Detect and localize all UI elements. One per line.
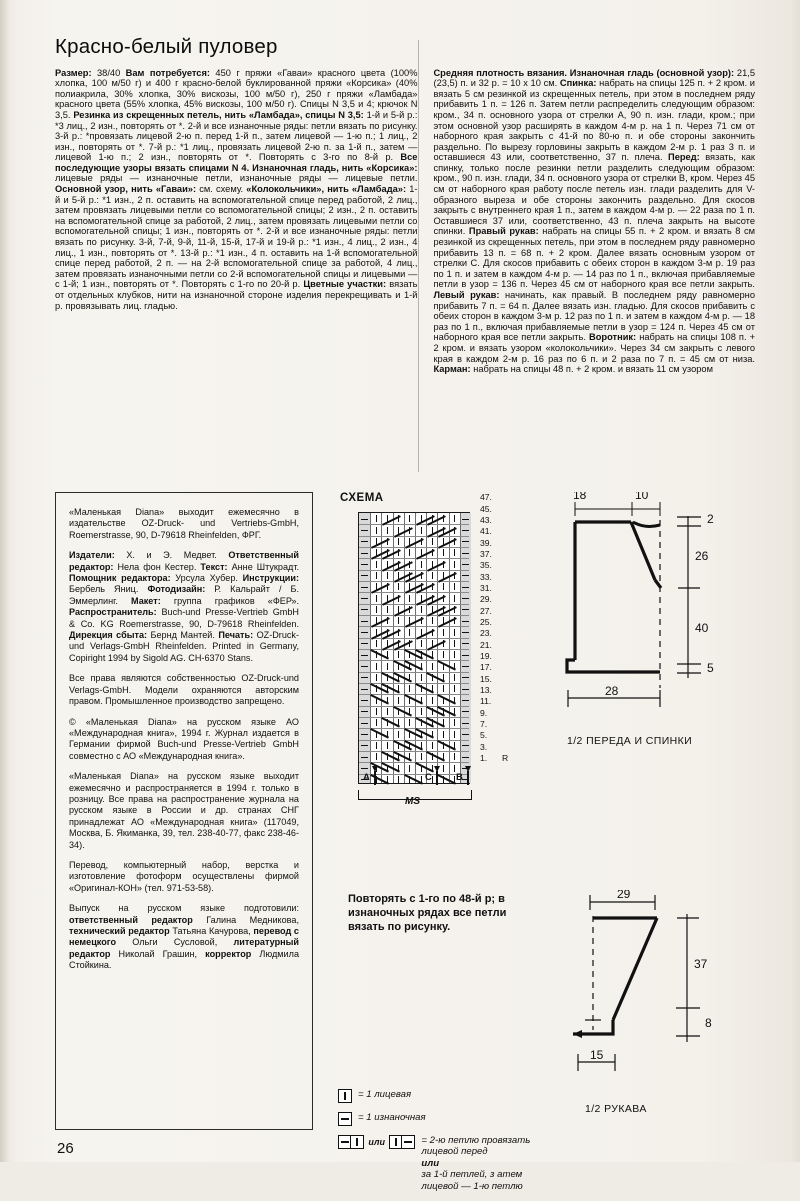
schema-cell-knit xyxy=(376,719,377,726)
schema-row-number: 23. xyxy=(480,628,492,639)
schema-cell-purl xyxy=(361,632,368,633)
schema-cell-purl xyxy=(361,745,368,746)
paragraph-body: набрать на спицы 108 п. + 2 кром. и вязать узором «колокольчики». Через 34 см закрыть с левого края в каждом 2-м р. 16 раз по 6 п. и 2 раза по 7 п. = 45 см от низа. xyxy=(433,332,755,364)
schema-cell-knit xyxy=(432,697,433,704)
imprint-label: Инструкции: xyxy=(242,573,299,584)
schema-cell-purl xyxy=(462,689,469,690)
paragraph-body: вязать, как спинку, только после резинки петли разделить следующим образом: кром., 90 п. изн. глади, 34 п. основного узора от стрелки В, кром. Через 45 см от наборного края работу после петель изн. глади разделить для V-образного выреза и обе стороны закончить раздельно. Для скосов закрыть с внутреннего края 1 п., затем в каждом 4-м р. — 22 раза по 1 п. Оставшиеся 37 или, соответственно, 43 п. плеча закрыть на высоте спинки. xyxy=(433,152,755,237)
schema-gridline-h xyxy=(359,570,469,571)
schema-cell-knit xyxy=(398,538,399,545)
paragraph-lead: Левый рукав: xyxy=(433,290,500,301)
schema-cell-purl xyxy=(462,553,469,554)
paragraph-body: набрать на спицы 125 п. + 2 кром. и вязать 5 см резинкой из скрещенных петель, при этом в последнем ряду прибавить 1 п. = 126 п. Затем петли распределить следующим образом: кром., 34 п. основного узора от стрелки А, 90 п. изн. глади, кром.; при этом основной узор расширять в каждом 4-м р. на 1 п. Через 71 см от наборного края закрыть с 41-й по 80-ю п. и обе стороны закончить раздельно. По вырезу горловины закрыть в каждом 2-м р. 1 раз 3 п. и оставшиеся 43 или, соответственно, 37 п. плеча. xyxy=(433,78,756,163)
schema-cell-knit xyxy=(398,617,399,624)
cross-a-right xyxy=(350,1135,364,1149)
paragraph-lead: Цветные участки: xyxy=(303,279,387,290)
schema-cell-knit xyxy=(376,674,377,681)
schema-cell-knit xyxy=(421,674,422,681)
imprint-label: Дирекция сбыта: xyxy=(69,630,148,641)
schema-row-number: 31. xyxy=(480,583,492,594)
schema-cell-knit xyxy=(432,663,433,670)
repeat-note: Повторять с 1-го по 48-й р; в изнаночных рядах все петли вязать по рисунку. xyxy=(348,893,507,933)
dim-top-left: 18 xyxy=(573,492,587,502)
schema-row-number: 45. xyxy=(480,503,492,514)
paragraph-lead: Воротник: xyxy=(589,332,637,343)
schema-cell-purl xyxy=(361,643,368,644)
schema-cell-purl xyxy=(462,621,469,622)
schema-cell-knit xyxy=(398,583,399,590)
schema-cell-knit xyxy=(421,640,422,647)
legend-cross-emph: или xyxy=(421,1157,440,1169)
schema-gridline-h xyxy=(359,536,469,537)
schema-cell-knit xyxy=(454,685,455,692)
schema-cell-knit xyxy=(443,685,444,692)
schema-cell-knit xyxy=(454,629,455,636)
schema-gridline-h xyxy=(359,547,469,548)
schema-marker-label-a: A xyxy=(363,772,370,783)
schema-gridline-h xyxy=(359,581,469,582)
paragraph-lead: Правый рукав: xyxy=(468,226,539,237)
imprint-paragraph xyxy=(69,507,299,541)
schema-cell-knit xyxy=(376,742,377,749)
page-title: Красно-белый пуловер xyxy=(55,35,278,58)
imprint-label: Ответственный редактор: xyxy=(69,550,299,572)
dim-sleeve-width: 15 xyxy=(590,1048,604,1062)
paragraph-body: 450 г пряжи «Гаваи» красного цвета (100% хлопка, 100 м/50 г) и 400 г красно-белой буклированной пряжи «Корсика» (40% полиакрила, 30% хлопка, 30% вискозы, 100 м/50 г), 250 г пряжи «Ламбада» красного цвета (55% хлопка, 45% вискозы, 100 м/50 г). Спицы N 3,5 и 4; крючок N 3,5. xyxy=(55,67,418,120)
paragraph-lead: Размер: xyxy=(55,67,92,78)
schema-cell-knit xyxy=(387,606,388,613)
paragraph-lead: Изнаночная гладь, нить «Корсика»: xyxy=(252,162,418,173)
schema-cell-knit xyxy=(409,595,410,602)
schema-row-number: 29. xyxy=(480,594,492,605)
schema-row-number: 39. xyxy=(480,537,492,548)
dim-top-right: 10 xyxy=(635,492,649,502)
imprint-text: Выпуск на русском языке подготовили: xyxy=(69,903,299,914)
schema-cell-purl xyxy=(462,575,469,576)
schema-gridline-v xyxy=(449,513,450,783)
dim-sleeve-top: 29 xyxy=(617,890,631,901)
imprint-text: Урсула Хубер. xyxy=(170,573,243,584)
schema-cell-knit xyxy=(409,515,410,522)
schema-gridline-h xyxy=(359,706,469,707)
schema-cell-knit xyxy=(387,708,388,715)
schema-cell-knit xyxy=(376,527,377,534)
imprint-text: Перевод, компьютерный набор, верстка и изготовление фотоформ осуществлены фирмой «Оригинал-КОН» (тел. 971-53-58). xyxy=(69,859,299,893)
schema-cell-purl xyxy=(462,734,469,735)
knit-stitch-icon xyxy=(338,1089,352,1103)
dim-sleeve-cuff: 8 xyxy=(705,1016,712,1030)
schema-gridline-h xyxy=(359,592,469,593)
schema-gridline-h xyxy=(359,660,469,661)
schema-cell-purl xyxy=(361,734,368,735)
paragraph-lead: Средняя плотность вязания. Изнаночная гладь (основной узор): xyxy=(433,67,735,78)
dim-lower: 40 xyxy=(695,621,709,635)
legend-cross-line2: за 1-й петлей, з атем лицевой — 1-ю петлю xyxy=(421,1169,523,1192)
schema-cell-knit xyxy=(376,595,377,602)
drawing-sleeve xyxy=(535,890,755,1130)
schema-cell-purl xyxy=(361,530,368,531)
schema-row-number: 11. xyxy=(480,696,492,707)
lower-section xyxy=(55,492,755,1192)
schema-cell-purl xyxy=(462,757,469,758)
schema-gridline-h xyxy=(359,558,469,559)
schema-cell-purl xyxy=(361,711,368,712)
schema-row-number: 27. xyxy=(480,605,492,616)
schema-cell-knit xyxy=(398,731,399,738)
imprint-text: Ольги Сусловой, xyxy=(116,937,234,948)
schema-cell-purl xyxy=(361,677,368,678)
dim-width: 28 xyxy=(605,684,619,698)
imprint-label: литературный редактор xyxy=(69,937,299,959)
article xyxy=(55,36,755,375)
schema-cell-purl xyxy=(361,621,368,622)
schema-cell-knit xyxy=(454,651,455,658)
schema-cell-purl xyxy=(462,632,469,633)
schema-cell-knit xyxy=(376,708,377,715)
dim-sleeve-height: 37 xyxy=(694,957,708,971)
schema-cell-purl xyxy=(361,541,368,542)
schema-cell-purl xyxy=(462,643,469,644)
schema-cell-purl xyxy=(462,609,469,610)
cross-stitch-icon-b xyxy=(389,1135,415,1149)
schema-cell-knit xyxy=(387,663,388,670)
imprint-text: Бернд Мантей. xyxy=(147,630,219,641)
column-divider xyxy=(418,40,419,472)
schema-row-number: 35. xyxy=(480,560,492,571)
schema-cell-purl xyxy=(462,700,469,701)
imprint-text: OZ-Druck- und Verlags-GmbH Rheinfelden. Printed in Germany, Copiright 1994 by Sigold AG. CH-6370 Stans. xyxy=(69,630,299,663)
paragraph-body: 38/40 xyxy=(91,67,126,78)
schema-cell-knit xyxy=(454,561,455,568)
schema-gridline-v xyxy=(460,513,461,783)
schema-cell-knit xyxy=(398,651,399,658)
schema-gridline-h xyxy=(359,694,469,695)
schema-cell-purl xyxy=(361,655,368,656)
imprint-text: Анне Штукрадт. xyxy=(227,561,300,572)
article-right-column xyxy=(433,68,755,375)
schema-row-number: 3. xyxy=(480,741,488,752)
schema-row-number: 43. xyxy=(480,515,492,526)
paragraph-body: начинать, как правый. В последнем ряду равномерно прибавить 7 п. = 64 п. Далее вязать изн. гладью. Для скосов прибавить с обеих сторон в каждом 3-м р. 12 раз по 1 п. и затем в каждом 4-м р. — 18 раз по 1 п., включая прибавляемые петли в узор = 124 п. Через 45 см от наборного края все петли закрыть. xyxy=(433,290,755,343)
imprint-label: Текст: xyxy=(200,561,228,572)
schema-title: СХЕМА xyxy=(340,492,384,504)
schema-cell-purl xyxy=(361,666,368,667)
schema-cell-purl xyxy=(462,587,469,588)
schema-row-number: 1. xyxy=(480,753,488,764)
schema-cell-knit xyxy=(454,640,455,647)
schema-cell-knit xyxy=(432,572,433,579)
paragraph-body: см. схему. xyxy=(196,184,247,195)
paragraph-body: лицевые ряды — изнаночные петли, изнаночные ряды — лицевые петли. xyxy=(55,173,418,184)
imprint-text: «Маленькая Diana» выходит ежемесячно в издательстве OZ-Druck- und Vertriebs-GmbH, Roemerstrasse, 90, D-79618 Rheinfelden, ФРГ. xyxy=(69,507,299,540)
schema-gridline-h xyxy=(359,626,469,627)
schema-cell-knit xyxy=(454,674,455,681)
schema-cell-purl xyxy=(462,666,469,667)
schema-row-number: 5. xyxy=(480,730,488,741)
imprint-label: Помощник редактора: xyxy=(69,573,171,584)
drawing-body-caption: 1/2 ПЕРЕДА И СПИНКИ xyxy=(567,735,693,747)
schema-row-number: 15. xyxy=(480,673,492,684)
schema-cell-purl xyxy=(462,541,469,542)
schema-gridline-h xyxy=(359,683,469,684)
imprint-text: Х. и Э. Медвет. xyxy=(114,550,229,561)
schema-cell-knit xyxy=(409,719,410,726)
imprint-text: «Маленькая Diana» на русском языке выходит ежемесячно и распространяется в 1994 г. только в розницу. Все права на распространение журнала на русском языке в России и др. странах СНГ принадлежат АО «Международная книга» (117049, Москва, Б. Якиманка, 39, тел. 238-40-77, факс 238-46-34). xyxy=(69,771,299,850)
paragraph-lead: Все последующие узоры вязать спицами N 4. xyxy=(55,152,418,173)
imprint-text: Р. Кальрайт / Б. Эммерлинг. xyxy=(69,584,299,606)
schema-cell-purl xyxy=(361,689,368,690)
dim-hem: 5 xyxy=(707,661,714,675)
schema-cell-knit xyxy=(421,561,422,568)
schema-row-number: 47. xyxy=(480,492,492,503)
schema-cell-knit xyxy=(454,595,455,602)
page-number: 26 xyxy=(57,1140,74,1157)
legend xyxy=(338,1089,558,1201)
schema-gridline-h xyxy=(359,615,469,616)
imprint-text: Buch-und Presse-Vertrieb GmbH & Co. KG Roemerstrasse, 90, D-79618 Rheinfelden. xyxy=(69,607,299,629)
schema-cell-purl xyxy=(462,677,469,678)
schema-cell-knit xyxy=(454,583,455,590)
dim-upper: 26 xyxy=(695,549,709,563)
schema-cell-purl xyxy=(361,609,368,610)
imprint-text: © «Маленькая Diana» на русском языке АО «Международная книга», 1994 г. Журнал издается в Германии фирмой Buch-und Presse-Vertrieb GmbH совместно с АО «Международная книга». xyxy=(69,716,299,761)
paragraph-body: 21,5 (23,5) п. и 32 р. = 10 х 10 см. xyxy=(433,67,755,89)
schema-cell-purl xyxy=(462,519,469,520)
schema-grid xyxy=(358,512,470,784)
paragraph-lead: «Колокольчики», нить «Ламбада»: xyxy=(246,184,407,195)
legend-label-knit: = 1 лицевая xyxy=(358,1089,412,1100)
schema-cell-knit xyxy=(421,708,422,715)
legend-or-label: или xyxy=(368,1137,385,1147)
imprint-text: Татьяна Качурова, xyxy=(169,926,254,936)
imprint-text: Галина Медникова, xyxy=(192,914,299,925)
legend-row-knit xyxy=(338,1089,558,1103)
page-edge-shadow xyxy=(0,0,10,1162)
schema-cell-purl xyxy=(361,598,368,599)
imprint-text: Все права являются собственностью OZ-Druck-und Verlags-GmbH. Модели охраняются авторским правом. Промышленное производство запрещено. xyxy=(69,673,299,707)
schema-marker-stem xyxy=(374,771,376,785)
schema-cell-knit xyxy=(454,753,455,760)
schema-cell-purl xyxy=(462,711,469,712)
schema-cell-purl xyxy=(462,564,469,565)
schema-cell-knit xyxy=(454,515,455,522)
schema-cell-knit xyxy=(376,663,377,670)
right-column-text xyxy=(433,68,755,375)
schema-row-number: 13. xyxy=(480,685,492,696)
schema-gridline-h xyxy=(359,672,469,673)
drawing-sleeve-svg xyxy=(535,890,755,1130)
schema-row-number: 19. xyxy=(480,651,492,662)
paragraph-body: вязать от отдельных клубков, нити на изнаночной стороне изделия перекрещивать и 1-й р. провязывать лиц. гладью. xyxy=(55,279,418,311)
schema-row-suffix: R xyxy=(502,753,509,764)
schema-cell-purl xyxy=(462,655,469,656)
paragraph-lead: Резинка из скрещенных петель, нить «Ламбада», спицы N 3,5: xyxy=(73,109,364,120)
schema-cell-knit xyxy=(387,572,388,579)
drawing-sleeve-caption: 1/2 РУКАВА xyxy=(585,1103,647,1115)
paragraph-lead: Перед: xyxy=(668,152,700,163)
imprint-text: Нела фон Кестер. xyxy=(113,561,201,572)
paragraph-lead: Основной узор, нить «Гаваи»: xyxy=(55,184,197,195)
schema-row-number: 9. xyxy=(480,707,488,718)
schema-cell-purl xyxy=(361,575,368,576)
imprint-paragraph xyxy=(69,550,299,664)
schema-cell-knit xyxy=(409,685,410,692)
schema-cell-purl xyxy=(361,757,368,758)
schema-cell-knit xyxy=(376,753,377,760)
schema-cell-knit xyxy=(376,561,377,568)
schema-gridline-h xyxy=(359,649,469,650)
dim-neck: 2 xyxy=(707,512,714,526)
schema-cell-purl xyxy=(361,519,368,520)
paragraph-body: 1-й и 5-й р.: *1 изн., 2 п. оставить на вспомогательной спице перед работой, 2 лиц., затем провязать лицевыми петли со вспомогательной спицы; 2 изн., 2 п. оставить на вспомогательной спице за работой, 2 лиц., затем провязать лицевыми петли со вспомогательной спицы; 1 изн., повторять от *. 2-й и все изнаночные ряды: петли вязать по рисунку. 3-й, 7-й, 9-й, 11-й, 15-й, 17-й и 19-й р.: *1 изн., 4 лиц., 2 изн., 4 лиц., 1 изн., повторять от *. 13-й р.: *1 изн., 4 п. оставить на 1-й вспомогательной спице перед работой, 2 п. — на 2-й вспомогательной спице за работой, 4 лиц., затем провязать изнаночными петли со 2-й вспомогательной спицы и лицевыми — с 1-й; 1 изн., повторять от *. Повторять с 1-го по 20-й р. xyxy=(55,184,418,290)
cross-stitch-icon-group xyxy=(338,1135,415,1149)
schema-row-number: 25. xyxy=(480,617,492,628)
schema-cell-knit xyxy=(432,742,433,749)
imprint-paragraph xyxy=(69,717,299,763)
schema-marker-label-b: B xyxy=(456,772,463,783)
schema-cell-purl xyxy=(361,700,368,701)
schema-cell-purl xyxy=(462,745,469,746)
cross-b-right xyxy=(401,1135,415,1149)
schema-row-number: 41. xyxy=(480,526,492,537)
schema-markers xyxy=(358,766,490,810)
schema-row-number: 7. xyxy=(480,719,488,730)
imprint-paragraph xyxy=(69,673,299,707)
article-left-column xyxy=(55,68,417,312)
legend-label-cross xyxy=(421,1135,558,1192)
schema-cell-purl xyxy=(361,587,368,588)
schema-gridline-h xyxy=(359,740,469,741)
article-columns xyxy=(55,68,755,375)
imprint-label: Распространитель: xyxy=(69,607,157,618)
schema-row-number: 21. xyxy=(480,639,492,650)
drawing-body xyxy=(535,492,755,782)
imprint-text: Бербель Яниц. xyxy=(69,584,148,595)
imprint-label: Фотодизайн: xyxy=(147,584,206,595)
schema-gridline-h xyxy=(359,751,469,752)
schema-cell-purl xyxy=(462,723,469,724)
schema-marker-stem xyxy=(436,771,438,785)
paragraph-lead: Карман: xyxy=(433,364,471,375)
repeat-bracket-label: MS xyxy=(405,796,420,807)
paragraph-lead: Вам потребуется: xyxy=(125,67,211,78)
schema-cell-knit xyxy=(443,549,444,556)
legend-label-purl: = 1 изнаночная xyxy=(358,1112,426,1123)
schema-cell-knit xyxy=(421,606,422,613)
paragraph-lead: Спинка: xyxy=(559,78,597,89)
imprint-label: Макет: xyxy=(131,595,161,606)
schema-cell-knit xyxy=(432,617,433,624)
purl-stitch-icon xyxy=(338,1112,352,1126)
schema-gridline-h xyxy=(359,524,469,525)
schema-cell-knit xyxy=(454,731,455,738)
schema-marker-stem xyxy=(467,771,469,785)
schema-gridline-h xyxy=(359,717,469,718)
paragraph-body: набрать на спицы 55 п. + 2 кром. и вязать 8 см резинкой из скрещенных петель, при этом в последнем ряду равномерно прибавить 13 п. = 68 п. + 2 кром. Далее вязать основным узором от стрелки С. Для скосов прибавить с обеих сторон в каждом 3-м р. 19 раз по 1 п. и затем в каждом 4-м р. — 14 раз по 1 п., включая прибавляемые петли в узор = 136 п. Через 45 см от наборного края все петли закрыть. xyxy=(433,226,755,290)
schema-cell-knit xyxy=(454,549,455,556)
imprint-label: перевод с немецкого xyxy=(69,926,299,948)
schema-cell-knit xyxy=(376,572,377,579)
schema-cell-purl xyxy=(361,564,368,565)
imprint-paragraph xyxy=(69,771,299,851)
imprint-paragraph xyxy=(69,860,299,894)
schema-cell-purl xyxy=(361,553,368,554)
schema-block xyxy=(338,492,528,933)
schema-cell-knit xyxy=(432,538,433,545)
schema-cell-purl xyxy=(462,530,469,531)
schema-marker-label-c: C xyxy=(425,772,432,783)
imprint-label: ответственный редактор xyxy=(69,914,193,925)
schema-cell-purl xyxy=(361,723,368,724)
schema-cell-knit xyxy=(421,527,422,534)
imprint-text: Людмила Стойкина. xyxy=(69,948,299,971)
left-column-text xyxy=(55,68,417,312)
schema-row-number: 33. xyxy=(480,571,492,582)
schema-cell-knit xyxy=(443,583,444,590)
schema-cell-knit xyxy=(398,697,399,704)
legend-row-purl xyxy=(338,1112,558,1126)
imprint-label: Печать: xyxy=(218,630,254,641)
schema-cell-knit xyxy=(443,629,444,636)
paragraph-body: набрать на спицы 48 п. + 2 кром. и вязать 11 см узором xyxy=(470,364,713,375)
legend-cross-line1: = 2-ю петлю провязать лицевой перед xyxy=(421,1135,531,1158)
imprint-text: группа графиков «ФЕР». xyxy=(160,595,299,606)
paragraph-body: 1-й и 5-й р.: *3 лиц., 2 изн., повторять от *. 2-й и все изнаночные ряды: петли вязать по рисунку. 3-й р.: *провязать лицевой 2-ю п. перед 1-й п., затем лицевой — 1-ю п.; 1 лиц., 2 изн., повторять от *. 7-й р.: *1 лиц., провязать лицевой 2-ю п. за 1-й п., затем — лицевой 1-ю п.; 2 изн., повторять от *. Повторять с 3-го по 8-й р. xyxy=(55,109,418,163)
schema-cell-knit xyxy=(443,731,444,738)
schema-row-numbers xyxy=(480,492,526,764)
imprint-paragraph xyxy=(69,903,299,971)
schema-row-number: 17. xyxy=(480,662,492,673)
imprint-text: Николай Грашин, xyxy=(110,948,206,959)
imprint-box xyxy=(55,492,313,1130)
schema-cell-knit xyxy=(409,629,410,636)
schema-cell-knit xyxy=(421,753,422,760)
schema-gridline-h xyxy=(359,604,469,605)
schema-cell-knit xyxy=(387,742,388,749)
imprint-label: технический редактор xyxy=(69,926,170,936)
imprint-label: корректор xyxy=(205,948,252,959)
schema-cell-knit xyxy=(376,606,377,613)
schema-cell-knit xyxy=(409,549,410,556)
imprint-label: Издатели: xyxy=(69,550,115,561)
schema-row-number: 37. xyxy=(480,549,492,560)
schema-cell-purl xyxy=(462,598,469,599)
schema-cell-knit xyxy=(443,651,444,658)
cross-stitch-icon-a xyxy=(338,1135,364,1149)
schema-cell-knit xyxy=(376,515,377,522)
legend-row-cross xyxy=(338,1135,558,1192)
schema-cell-knit xyxy=(376,640,377,647)
schema-cell-knit xyxy=(454,719,455,726)
schema-cell-knit xyxy=(387,527,388,534)
